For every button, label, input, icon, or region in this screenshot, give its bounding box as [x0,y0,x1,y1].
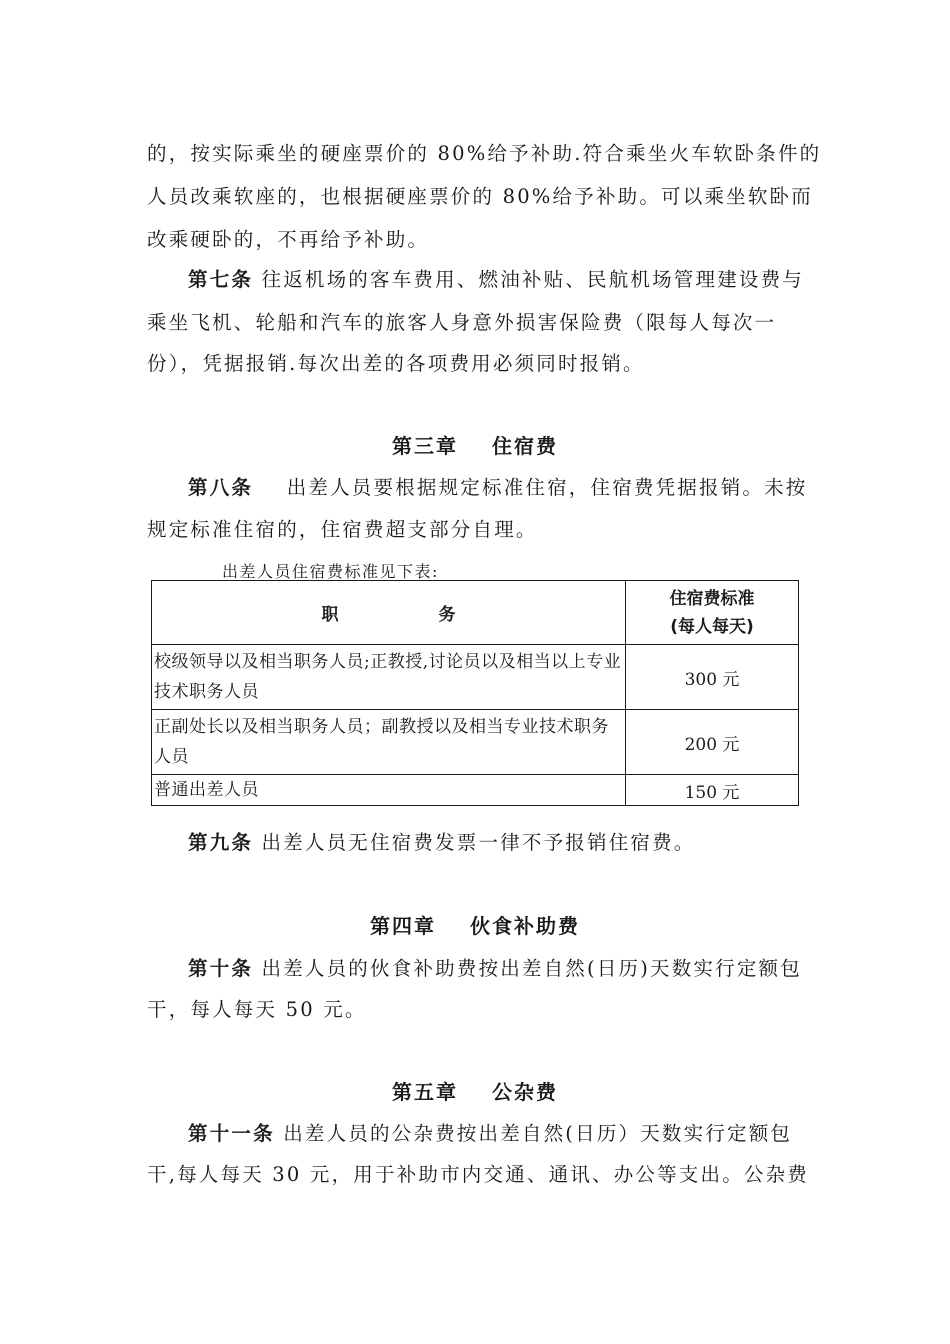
chapter-number: 第三章 [392,434,458,458]
article-text: 出差人员无住宿费发票一律不予报销住宿费。 [253,831,696,854]
article-text: 出差人员要根据规定标准住宿，住宿费凭据报销。未按 [253,476,808,499]
chapter-title: 住宿费 [492,434,558,458]
paragraph-line: 干，每人每天 50 元。 [147,998,367,1021]
paragraph-line: 规定标准住宿的，住宿费超支部分自理。 [147,518,538,541]
article-label: 第七条 [188,268,254,291]
chapter-title: 公杂费 [492,1080,558,1104]
article-8 [188,476,853,500]
lodging-standard-table [151,580,799,806]
chapter-heading [0,434,950,458]
chapter-number: 第四章 [370,914,436,938]
article-11 [188,1122,853,1146]
paragraph-line: 的，按实际乘坐的硬座票价的 80%给予补助.符合乘坐火车软卧条件的 [147,142,822,165]
article-text: 出差人员的公杂费按出差自然(日历）天数实行定额包 [274,1122,793,1145]
chapter-heading [0,914,950,938]
table-row [152,710,799,775]
article-10 [188,957,853,981]
article-text: 出差人员的伙食补助费按出差自然(日历)天数实行定额包 [253,957,802,980]
article-label: 第九条 [188,831,254,854]
paragraph-line: 人员改乘软座的，也根据硬座票价的 80%给予补助。可以乘坐软卧而 [147,185,813,208]
article-label: 第十条 [188,957,254,980]
paragraph-line: 份），凭据报销.每次出差的各项费用必须同时报销。 [147,352,645,375]
header-position: 职 务 [152,581,626,645]
paragraph-line: 干,每人每天 30 元，用于补助市内交通、通讯、办公等支出。公杂费 [147,1163,810,1186]
paragraph-line: 改乘硬卧的，不再给予补助。 [147,228,430,251]
chapter-title: 伙食补助费 [470,914,580,938]
table-header-row [152,581,799,645]
article-9 [188,831,853,855]
article-text: 往返机场的客车费用、燃油补贴、民航机场管理建设费与 [253,268,805,291]
chapter-number: 第五章 [392,1080,458,1104]
table-caption: 出差人员住宿费标准见下表: [222,562,439,581]
chapter-heading [0,1080,950,1104]
row-amount: 200 元 [626,710,799,775]
article-7 [188,268,853,292]
row-position: 普通出差人员 [152,775,626,806]
row-amount: 300 元 [626,645,799,710]
row-amount: 150 元 [626,775,799,806]
row-position: 校级领导以及相当职务人员;正教授,讨论员以及相当以上专业技术职务人员 [152,645,626,710]
table-row [152,775,799,806]
paragraph-line: 乘坐飞机、轮船和汽车的旅客人身意外损害保险费（限每人每次一 [147,311,777,334]
table-row [152,645,799,710]
article-label: 第八条 [188,476,254,499]
header-lodging-standard: 住宿费标准 (每人每天) [626,581,799,645]
row-position: 正副处长以及相当职务人员；副教授以及相当专业技术职务人员 [152,710,626,775]
article-label: 第十一条 [188,1122,275,1145]
